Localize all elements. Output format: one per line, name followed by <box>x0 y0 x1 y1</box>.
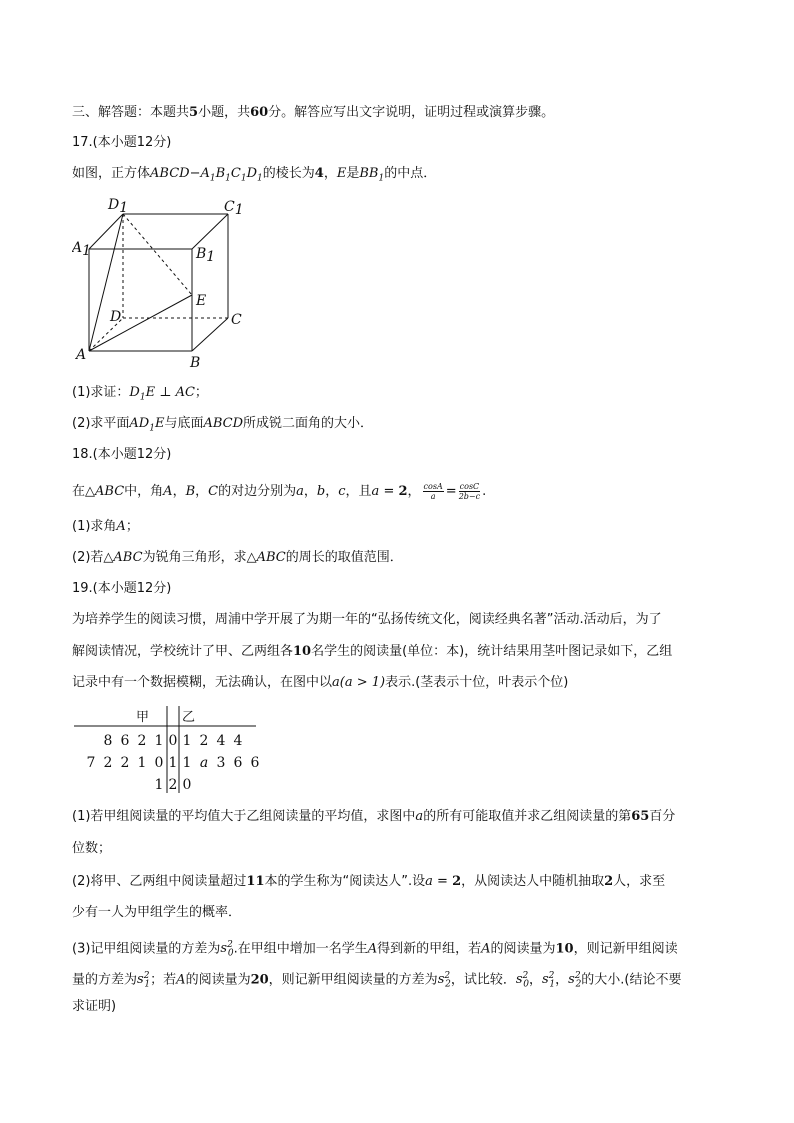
leaf-left: 1 <box>154 733 164 749</box>
q17-stem-comma: ， <box>323 166 337 181</box>
stem-value: 0 <box>168 733 178 749</box>
q18-stem: 在△ABC中，角A，B，C的对边分别为a，b，c，且a = 2， $\frac{\cos A}{a}$ = $\frac{\cos C}{2b-c}$ . <box>72 482 487 501</box>
q19-part3-text-10: ，试比较． <box>450 972 516 988</box>
var-s0-b: $s^2_0$ <box>515 971 529 990</box>
q19-part2-text-3: ，从阅读达人中随机抽取 <box>461 874 605 889</box>
q19-comma-2: ， <box>555 972 569 988</box>
q17-part2-mid: 与底面 <box>164 416 204 431</box>
leaf-right: 0 <box>182 777 192 793</box>
edge-b-c <box>192 318 228 351</box>
q18-fraction-2 <box>459 482 481 501</box>
section-header <box>72 104 554 122</box>
var-s1: $s^2_1$ <box>137 971 151 990</box>
leaf-left: 1 <box>137 755 147 771</box>
q18-comma-2: ， <box>195 484 209 499</box>
q19-title: 19.(本小题12分) <box>72 581 172 596</box>
q19-draw-count: 2 <box>604 874 614 889</box>
frac2-numerator: cosC <box>459 482 480 491</box>
q19-line1: 为培养学生的阅读习惯，周浦中学开展了为期一年的“弘扬传统文化，阅读经典名著”活动.活动后，为了 <box>72 612 662 627</box>
q17-part2 <box>72 415 373 438</box>
section-header-text: 三、解答题：本题共 <box>72 105 190 120</box>
frac1-denominator: a <box>430 492 436 501</box>
q18-angle-b: B <box>185 484 196 499</box>
stem-leaf-plot <box>74 706 264 794</box>
section-header-text-2: 小题，共 <box>198 105 251 120</box>
q19-part3-text-4: 的阅读量为 <box>490 941 556 957</box>
label-a1: A1 <box>72 240 92 259</box>
q19-comma: ， <box>528 972 542 988</box>
q19-percentile: 65 <box>631 809 650 824</box>
q18-stem-text-4: ，且 <box>345 484 372 499</box>
leaf-left: 2 <box>103 755 113 771</box>
cube-figure <box>72 193 262 371</box>
q19-part1-a: a <box>415 809 424 824</box>
leaf-right: 2 <box>199 733 209 749</box>
q18-part1-text: (1)求角 <box>72 519 117 534</box>
q18-side-b: b <box>316 484 326 499</box>
q19-a-value: 2 <box>452 874 462 889</box>
q19-part3-text-3: 得到新的甲组，若 <box>377 941 482 957</box>
stem-leaf-rows <box>87 733 260 793</box>
q19-line3-text-2: 表示.(茎表示十位，叶表示个位) <box>385 675 569 690</box>
q19-a-condition: a(a > 1) <box>332 675 386 690</box>
hidden-segment-d1-e <box>123 214 192 295</box>
var-s1-b: $s^2_1$ <box>542 971 556 990</box>
q18-side-c: c <box>338 484 346 499</box>
stem-value: 1 <box>168 755 178 771</box>
label-c: C <box>231 312 242 328</box>
section-header-text-3: 分。解答应写出文字说明，证明过程或演算步骤。 <box>268 105 555 120</box>
q18-a-eq: a <box>371 484 380 499</box>
q18-part1 <box>72 518 139 536</box>
q17-stem-text: 如图，正方体 <box>72 166 151 181</box>
q18-stem-text: 在 <box>72 484 86 499</box>
header-group-yi: 乙 <box>182 710 196 725</box>
student-a: A <box>367 941 378 957</box>
q19-part3-text-6: 量的方差为 <box>72 972 138 988</box>
leaf-right: 6 <box>250 755 260 771</box>
q19-reading-10: 10 <box>555 941 574 957</box>
q19-part2-a: a <box>425 874 433 889</box>
q18-part1-a: A <box>116 519 126 534</box>
leaf-left: 6 <box>120 733 130 749</box>
segment-a-e <box>89 295 192 351</box>
q19-part2: (2)将甲、乙两组中阅读量超过11本的学生称为“阅读达人”.设a = 2，从阅读达人中随机抽取2人，求至 <box>72 874 666 889</box>
q19-part3-line3: 求证明) <box>72 999 117 1014</box>
edge-a1-d1 <box>89 214 123 249</box>
q18-fraction-1 <box>423 482 444 501</box>
q19-part2-cont: 少有一人为甲组学生的概率． <box>72 905 242 920</box>
total-score: 60 <box>250 105 269 120</box>
q17-stem <box>72 165 436 188</box>
q19-part1 <box>72 808 675 826</box>
q17-point-e: E <box>336 166 347 181</box>
q18-part2-text-2: 为锐角三角形，求 <box>142 550 247 565</box>
q18-angle-c: C <box>208 484 219 499</box>
label-b1: B1 <box>196 246 216 265</box>
q17-edge-length: 4 <box>314 166 324 181</box>
q18-title: 18.(本小题12分) <box>72 447 172 462</box>
q18-comma-3: ， <box>303 484 317 499</box>
var-s2: $s^2_2$ <box>437 971 451 990</box>
edge-b1-c1 <box>192 214 228 249</box>
var-s2-b: $s^2_2$ <box>568 971 582 990</box>
q19-line2 <box>72 643 672 661</box>
q19-part3-text-7: ；若 <box>150 972 177 988</box>
q18-triangle: △ABC <box>85 484 125 499</box>
leaf-right: 1 <box>182 755 192 771</box>
q18-comma: ， <box>172 484 186 499</box>
q18-stem-text-3: 的对边分别为 <box>218 484 297 499</box>
leaf-left: 2 <box>137 733 147 749</box>
leaf-right: 3 <box>216 755 226 771</box>
leaf-right: 1 <box>182 733 192 749</box>
label-c1: C1 <box>224 199 244 218</box>
leaf-left: 2 <box>120 755 130 771</box>
q18-part2-text-3: 的周长的取值范围． <box>285 550 403 565</box>
label-d1: D1 <box>108 197 129 216</box>
q18-part1-tail: ； <box>125 519 139 534</box>
q17-part1-formula: $D_1E$ ⊥ AC <box>129 385 195 403</box>
label-b: B <box>190 355 201 371</box>
q19-part3-line2 <box>72 967 682 994</box>
q17-part2-tail: 所成锐二面角的大小． <box>243 416 374 431</box>
q17-stem-text-2: 的棱长为 <box>262 166 315 181</box>
q19-line3 <box>72 674 568 692</box>
q18-sides: a <box>296 484 304 499</box>
leaf-right: 6 <box>233 755 243 771</box>
student-a-3: A <box>176 972 186 988</box>
stem-value: 2 <box>168 777 178 793</box>
leaf-left: 1 <box>154 777 164 793</box>
q19-part3-text: (3)记甲组阅读量的方差为 <box>72 941 221 957</box>
q19-part3-text-11: 的大小.(结论不要 <box>581 972 682 988</box>
leaf-left: 0 <box>154 755 164 771</box>
q17-part2-label: (2)求平面 <box>72 416 130 431</box>
q17-plane-ad1e: $AD_1E$ <box>129 416 165 434</box>
q17-part1 <box>72 384 208 407</box>
q17-title: 17.(本小题12分) <box>72 135 172 150</box>
q17-cube-name: $ABCD-A_1B_1C_1D_1$ <box>150 166 263 184</box>
var-s0: $s^2_0$ <box>220 940 234 959</box>
q19-part1-cont: 位数； <box>72 841 112 856</box>
leaf-left: 8 <box>103 733 113 749</box>
q19-part3-text-2: .在甲组中增加一名学生 <box>233 941 368 957</box>
q17-part1-label: (1)求证： <box>72 385 130 400</box>
q18-part2-text: (2)若 <box>72 550 104 565</box>
q19-part3-text-8: 的阅读量为 <box>185 972 251 988</box>
student-a-2: A <box>481 941 491 957</box>
q17-part1-tail: ； <box>194 385 208 400</box>
leaf-right: 4 <box>233 733 243 749</box>
q19-line3-text: 记录中有一个数据模糊，无法确认，在图中以 <box>72 675 333 690</box>
q19-part3-text-5: ，则记新甲组阅读 <box>573 941 678 957</box>
q18-angle-a: A <box>163 484 173 499</box>
question-count: 5 <box>189 105 199 120</box>
q19-line2-text: 解阅读情况，学校统计了甲、乙两组各 <box>72 644 294 659</box>
q19-reading-20: 20 <box>250 972 269 988</box>
header-group-jia: 甲 <box>136 710 150 725</box>
q17-base-abcd: ABCD <box>203 416 244 431</box>
q17-stem-text-4: 的中点． <box>384 166 437 181</box>
frac2-denominator: 2b−c <box>458 492 481 501</box>
q19-group-size: 10 <box>293 644 312 659</box>
q19-part2-text-4: 人，求至 <box>613 874 666 889</box>
q18-part2-tri-2: △ABC <box>246 550 286 565</box>
q19-part1-text: (1)若甲组阅读量的平均值大于乙组阅读量的平均值，求图中 <box>72 809 416 824</box>
q18-part2 <box>72 549 403 567</box>
leaf-left: 7 <box>86 755 96 771</box>
q19-threshold: 11 <box>246 874 265 889</box>
q19-part1-text-3: 百分 <box>649 809 676 824</box>
label-e: E <box>196 293 207 309</box>
q19-line2-text-2: 名学生的阅读量(单位：本)，统计结果用茎叶图记录如下，乙组 <box>311 644 673 659</box>
label-a: A <box>76 347 87 363</box>
q19-part2-text-2: 本的学生称为“阅读达人”.设 <box>264 874 426 889</box>
segment-a-d1 <box>89 214 123 351</box>
q19-part1-text-2: 的所有可能取值并求乙组阅读量的第 <box>423 809 632 824</box>
q18-stem-text-2: 中，角 <box>124 484 164 499</box>
q18-comma-4: ， <box>325 484 339 499</box>
q19-part2-text: (2)将甲、乙两组中阅读量超过 <box>72 874 247 889</box>
q19-part3-text-9: ，则记新甲组阅读量的方差为 <box>268 972 438 988</box>
label-d: D <box>110 309 122 325</box>
leaf-right: a <box>199 755 209 771</box>
q18-a-value: 2 <box>398 484 408 499</box>
leaf-right: 4 <box>216 733 226 749</box>
frac1-numerator: cosA <box>423 482 443 491</box>
q17-stem-text-3: 是 <box>346 166 360 181</box>
q18-part2-tri: △ABC <box>103 550 143 565</box>
q19-part3 <box>72 936 678 963</box>
q17-segment-bb1: $BB_1$ <box>359 166 385 184</box>
